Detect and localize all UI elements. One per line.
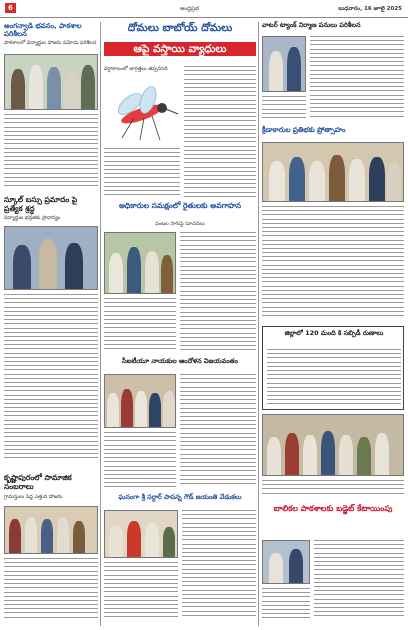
right-top-article-text [310,36,404,122]
center-mid-headline: అధికారుల సమక్షంలో రైతులకు అవగాహన [118,201,242,210]
center-bottom-headline: ఘనంగా శ్రీ సర్దార్ పాపన్న గౌడ్ జయంతి వేడుకలు [118,493,242,501]
center-top-headline-line2: ఆపై వస్తాయి వ్యాధులు [104,42,256,56]
right-bottom-photo [262,540,310,584]
left-bottom-subhead: గ్రామస్తులు పెద్ద ఎత్తున హాజరు [4,494,63,500]
center-top-caption-text [104,148,180,198]
left-top-headline: అంగన్వాడి భవనం, పాఠశాల పరిశీలన [4,22,82,39]
right-boxed-article [262,326,404,410]
right-bottom-left-text [262,588,310,624]
center-lower-left-text [104,432,176,490]
center-mid-article-text [180,232,256,354]
center-top-article-text [184,66,256,198]
right-box-headline: జిల్లాలో 120 మంది కి సబ్సిడీ రుణాలు [284,329,384,337]
center-top-headline-line1: దోమలు బాబోయ్ దోమలు [127,22,233,34]
left-mid-photo [4,226,98,290]
edition-name: ఆంధ్రప్రభ [180,6,200,12]
right-top-headline: వాటర్ ట్యాంక్ నిర్మాణ పనులు పరిశీలన [262,21,361,29]
right-lower-caption-text [262,480,404,500]
right-mid-headline: క్రీడాకారుల ప్రతిభకు ప్రోత్సాహం [262,126,346,134]
center-top-subhead: వర్షాకాలంలో జాగ్రత్తలు తప్పనిసరి [104,66,168,72]
right-bottom-headline: బాలికల పాఠశాలకు బడ్జెట్ కేటాయింపు [273,504,393,513]
center-lower-article-text [180,374,256,490]
left-top-article-text [4,114,98,194]
left-top-photo [4,54,98,110]
publication-date: బుధవారం, 16 జూలై 2025 [338,6,402,12]
left-top-subhead: పాఠశాలలో విద్యార్థుల హాజరు నమోదు పరిశీలన [4,40,97,46]
page-header [0,0,408,18]
center-mid-photo [104,232,176,294]
center-bottom-left-text [104,562,178,624]
center-mid-left-text [104,298,176,354]
right-mid-article-text [262,206,404,322]
page-number: 6 [5,3,16,13]
column-divider [100,22,101,626]
right-mid-photo [262,142,404,202]
center-lower-photo [104,374,176,428]
right-top-photo [262,36,306,92]
column-divider [258,22,259,626]
right-lower-photo [262,414,404,476]
left-mid-headline: స్కూల్ బస్సు ప్రమాదం పై ప్రత్యేక శ్రద్ధ [4,195,78,213]
right-box-text [267,349,401,407]
center-lower-headline: సీఐటీయూ నాయకుల ఆందోళన విజయవంతం [122,357,238,365]
center-bottom-article-text [182,510,256,624]
center-bottom-photo [104,510,178,558]
right-bottom-article-text [314,540,404,624]
left-bottom-article-text [4,558,98,624]
left-bottom-photo [4,506,98,554]
left-mid-subhead: విద్యార్థుల భద్రతకు ప్రాధాన్యం [4,215,61,221]
left-mid-article-text [4,294,98,470]
right-top-caption-text [262,96,306,122]
center-mid-subhead: పంటల సాగుపై సూచనలు [155,221,205,227]
left-bottom-headline: కృష్ణాపురంలో సామాజిక సంబరాలు [4,473,72,491]
mosquito-illustration [104,78,180,144]
